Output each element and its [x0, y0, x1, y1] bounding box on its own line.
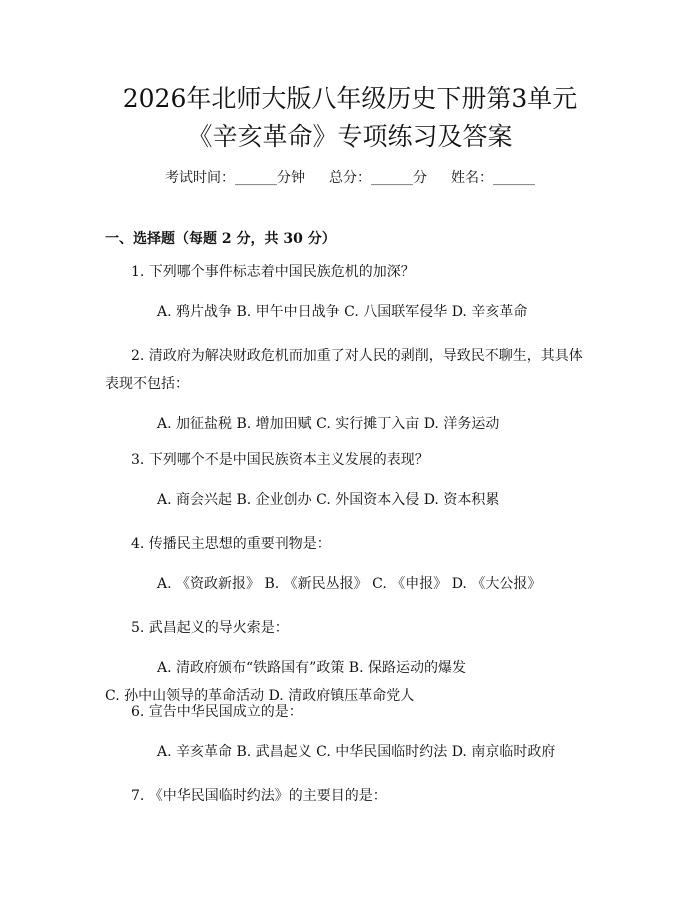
option-b: B. 保路运动的爆发 — [348, 660, 466, 676]
exam-time-field: 考试时间：______分钟 — [165, 170, 305, 186]
option-a: A. 加征盐税 — [157, 416, 233, 432]
option-a: A. 辛亥革命 — [157, 744, 233, 760]
question-options — [105, 738, 595, 766]
option-d: D. 资本积累 — [423, 492, 500, 508]
option-d: D. 清政府镇压革命党人 — [268, 688, 415, 704]
exam-meta-line — [0, 168, 700, 188]
question-options — [105, 298, 595, 326]
option-b: B. 增加田赋 — [236, 416, 312, 432]
option-c: C. 中华民国临时约法 — [316, 744, 448, 760]
question-stem: 5. 武昌起义的导火索是： — [131, 620, 289, 636]
question-item — [105, 258, 595, 326]
question-options — [105, 570, 595, 598]
option-d: D. 辛亥革命 — [451, 304, 528, 320]
question-options — [105, 410, 595, 438]
question-item — [105, 698, 595, 766]
option-b: B. 武昌起义 — [236, 744, 312, 760]
document-title-line-1: 2026年北师大版八年级历史下册第3单元 — [122, 84, 578, 113]
question-item — [105, 614, 595, 710]
option-c: C. 实行摊丁入亩 — [316, 416, 420, 432]
option-a: A. 《资政新报》 — [157, 576, 261, 592]
option-b: B. 《新民丛报》 — [264, 576, 368, 592]
question-stem: 1. 下列哪个事件标志着中国民族危机的加深？ — [131, 264, 415, 280]
question-item — [105, 342, 595, 438]
section-heading-multiple-choice: 一、选择题（每题 2 分，共 30 分） — [105, 231, 336, 247]
option-c: C. 《申报》 — [372, 576, 448, 592]
question-stem: 2. 清政府为解决财政危机而加重了对人民的剥削，导致民不聊生，其具体表现不包括： — [105, 348, 583, 392]
question-item — [105, 782, 595, 810]
option-a: A. 鸦片战争 — [157, 304, 233, 320]
option-c: C. 孙中山领导的革命活动 — [105, 688, 265, 704]
question-stem: 7. 《中华民国临时约法》的主要目的是： — [131, 788, 387, 804]
question-stem: 6. 宣告中华民国成立的是： — [131, 704, 303, 720]
document-title-line-2: 《辛亥革命》专项练习及答案 — [187, 122, 513, 151]
option-c: C. 外国资本入侵 — [316, 492, 420, 508]
option-b: B. 甲午中日战争 — [236, 304, 340, 320]
student-name-field: 姓名：______ — [451, 170, 535, 186]
question-item — [105, 530, 595, 598]
question-stem: 3. 下列哪个不是中国民族资本主义发展的表现？ — [131, 452, 429, 468]
option-a: A. 清政府颁布“铁路国有”政策 — [157, 660, 345, 676]
total-score-field: 总分：______分 — [329, 170, 427, 186]
option-a: A. 商会兴起 — [157, 492, 233, 508]
option-d: D. 南京临时政府 — [451, 744, 556, 760]
option-c: C. 八国联军侵华 — [344, 304, 448, 320]
question-stem: 4. 传播民主思想的重要刊物是： — [131, 536, 331, 552]
option-b: B. 企业创办 — [236, 492, 312, 508]
question-item — [105, 446, 595, 514]
option-d: D. 洋务运动 — [423, 416, 500, 432]
question-options — [105, 486, 595, 514]
option-d: D. 《大公报》 — [451, 576, 542, 592]
